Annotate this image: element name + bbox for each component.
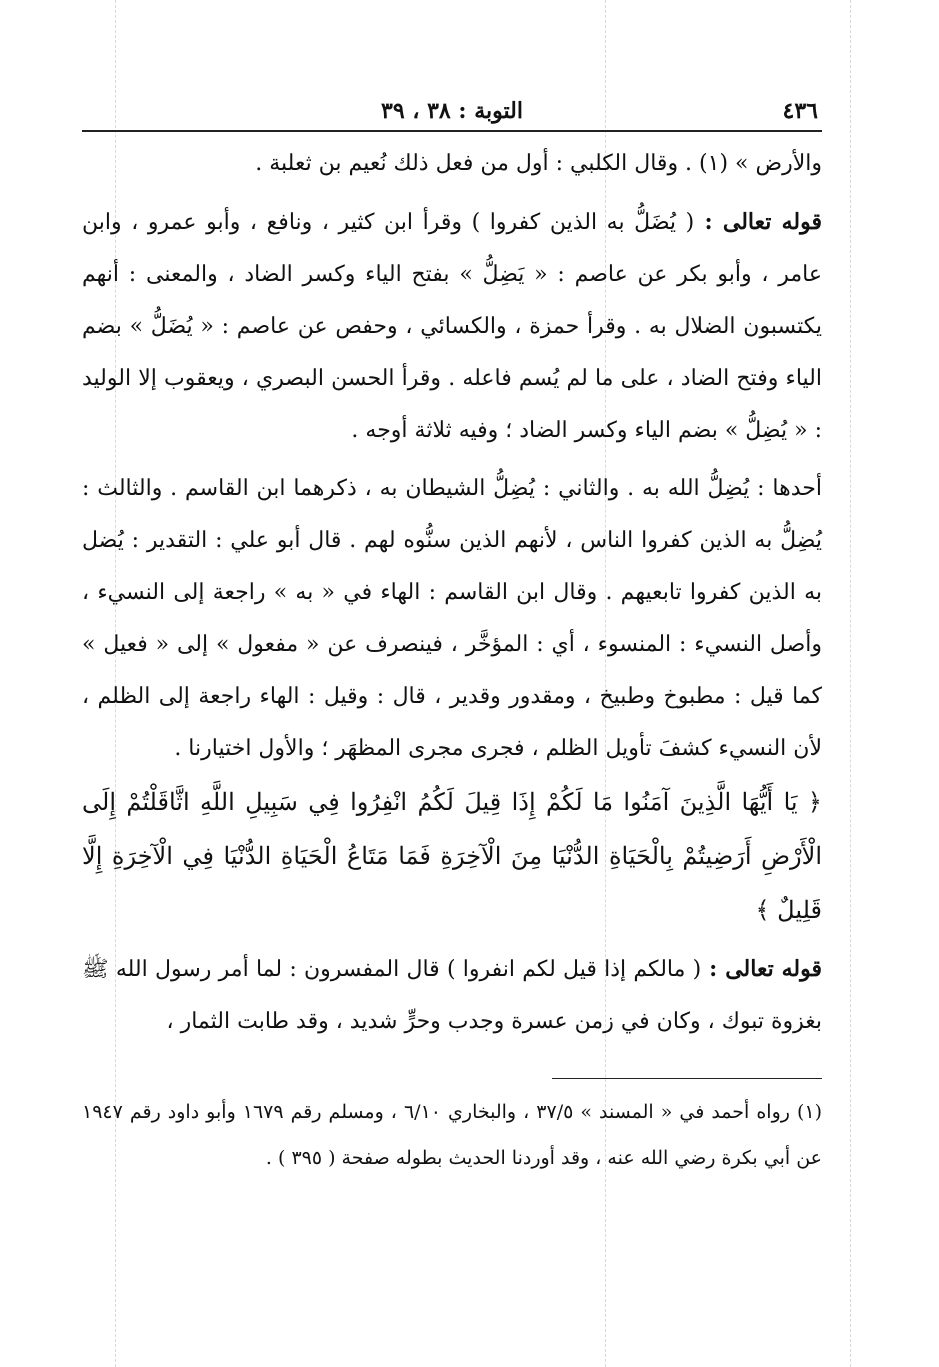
paragraph <box>82 196 822 457</box>
body-text <box>82 138 822 1048</box>
paragraph <box>82 943 822 1048</box>
book-page <box>82 90 822 1181</box>
paragraph <box>82 463 822 775</box>
paragraph-text: ( مالكم إذا قيل لكم انفروا ) قال المفسرون : لما أمر رسول الله ﷺ بغزوة تبوك ، وكان في زمن عسرة وجدب وحرٍّ شديد ، وقد طابت الثمار ، <box>82 957 822 1034</box>
quran-verse: ﴿ يَا أَيُّهَا الَّذِينَ آمَنُوا مَا لَكُمْ إِذَا قِيلَ لَكُمُ انْفِرُوا فِي سَبِيلِ اللَّهِ اثَّاقَلْتُمْ إِلَى الْأَرْضِ أَرَضِيتُمْ بِالْحَيَاةِ الدُّنْيَا مِنَ الْآخِرَةِ فَمَا مَتَاعُ الْحَيَاةِ الدُّنْيَا فِي الْآخِرَةِ إِلَّا قَلِيلٌ ﴾ <box>82 788 822 924</box>
page-header <box>82 90 822 132</box>
paragraph-text: ( يُضَلُّ به الذين كفروا ) وقرأ ابن كثير ، ونافع ، وأبو عمرو ، وابن عامر ، وأبو بكر عن عاصم : « يَضِلُّ » بفتح الياء وكسر الضاد ، والمعنى : أنهم يكتسبون الضلال به . وقرأ حمزة ، والكسائي ، وحفص عن عاصم : « يُضَلُّ » بضم الياء وفتح الضاد ، على ما لم يُسم فاعله . وقرأ الحسن البصري ، ويعقوب إلا الوليد : « يُضِلُّ » بضم الياء وكسر الضاد ؛ وفيه ثلاثة أوجه . <box>82 210 822 443</box>
footnote <box>82 1089 822 1181</box>
paragraph-text: أحدها : يُضِلُّ الله به . والثاني : يُضِلُّ الشيطان به ، ذكرهما ابن القاسم . والثالث : يُضِلُّ به الذين كفروا الناس ، لأنهم الذين سنُّوه لهم . قال أبو علي : التقدير : يُضل به الذين كفروا تابعيهم . وقال ابن القاسم : الهاء في « به » راجعة إلى النسيء ، وأصل النسيء : المنسوء ، أي : المؤخَّر ، فينصرف عن « مفعول » إلى « فعيل » كما قيل : مطبوخ وطبيخ ، ومقدور وقدير ، قال : وقيل : الهاء راجعة إلى الظلم ، لأن النسيء كشفَ تأويل الظلم ، فجرى مجرى المظهَر ؛ والأول اختيارنا . <box>82 476 822 761</box>
page-number: ٤٣٦ <box>782 98 818 124</box>
paragraph <box>82 138 822 190</box>
footnote-separator <box>552 1078 822 1079</box>
page-fold-line <box>850 0 851 1367</box>
paragraph-lead: قوله تعالى : <box>701 956 822 982</box>
paragraph-text: والأرض » (١) . وقال الكلبي : أول من فعل ذلك نُعيم بن ثعلبة . <box>255 151 822 176</box>
paragraph-lead: قوله تعالى : <box>694 209 822 235</box>
running-title: التوبة : ٣٨ ، ٣٩ <box>381 98 523 124</box>
footnote-text: (١) رواه أحمد في « المسند » ٣٧/٥ ، والبخاري ٦/١٠ ، ومسلم رقم ١٦٧٩ وأبو داود رقم ١٩٤٧ عن أبي بكرة رضي الله عنه ، وقد أوردنا الحديث بطوله صفحة ( ٣٩٥ ) . <box>82 1101 822 1169</box>
